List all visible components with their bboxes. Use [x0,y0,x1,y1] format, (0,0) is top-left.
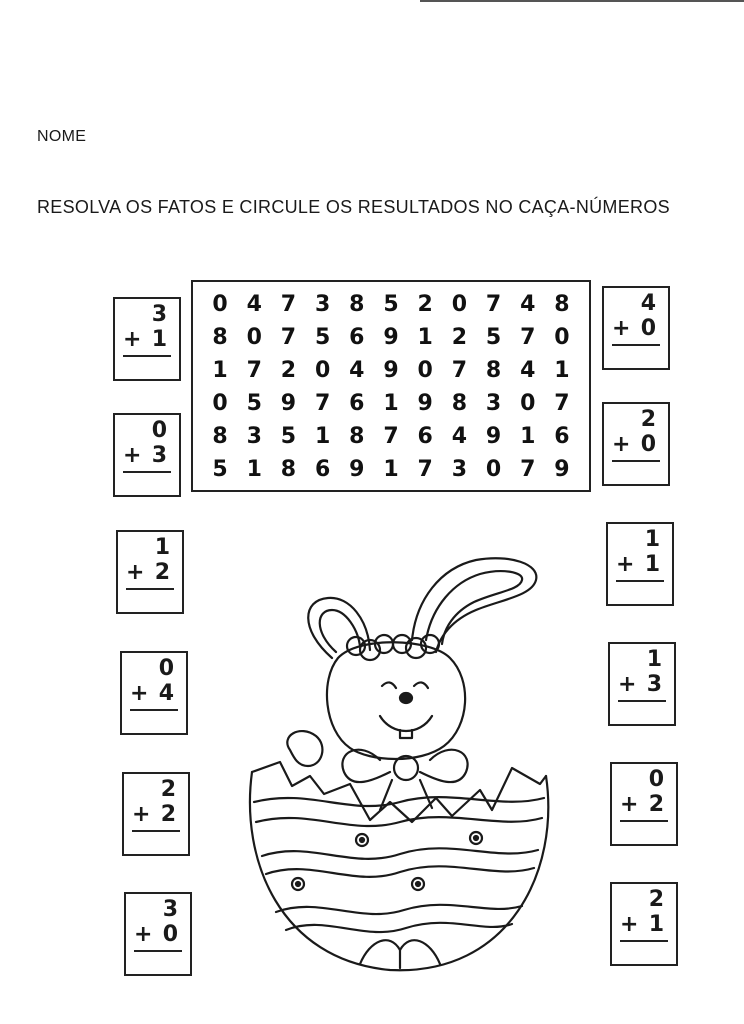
card-top-number: 1 [644,527,660,552]
plus-sign: + [620,912,639,937]
grid-digit[interactable]: 1 [246,457,262,482]
number-search-grid [191,280,591,492]
plus-sign: + [126,560,145,585]
grid-digit[interactable]: 5 [280,424,297,449]
grid-digit[interactable]: 8 [349,424,365,449]
addition-card-right[interactable] [602,286,670,370]
grid-digit[interactable]: 1 [417,325,433,350]
card-bottom-number: 1 [644,552,660,577]
grid-digit[interactable]: 5 [383,292,399,317]
grid-digit[interactable]: 7 [246,358,262,383]
card-top-number: 2 [640,407,656,432]
grid-digit[interactable]: 4 [520,292,536,317]
grid-digit[interactable]: 9 [349,457,365,482]
card-top-number: 4 [640,291,656,316]
card-bottom-number: 1 [648,912,664,937]
plus-sign: + [132,802,151,827]
plus-sign: + [130,681,149,706]
addition-card-right[interactable] [610,762,678,846]
grid-digit[interactable]: 9 [485,424,502,449]
card-bottom-number: 3 [151,443,167,468]
grid-digit[interactable]: 0 [485,457,502,482]
name-label: NOME [37,128,87,145]
grid-digit[interactable]: 3 [314,292,331,317]
card-top-number: 1 [154,535,170,560]
grid-digit[interactable]: 6 [314,457,331,482]
grid-digit[interactable]: 8 [451,391,468,416]
grid-digit[interactable]: 5 [314,325,331,350]
grid-digit[interactable]: 7 [554,391,570,416]
addition-card-left[interactable] [113,297,181,381]
grid-digit[interactable]: 1 [383,457,399,482]
addition-card-left[interactable] [113,413,181,497]
addition-card-right[interactable] [606,522,674,606]
card-bottom-number: 2 [160,802,176,827]
grid-digit[interactable]: 2 [451,325,468,350]
plus-sign: + [618,672,637,697]
addition-card-left[interactable] [120,651,188,735]
grid-digit[interactable]: 4 [520,358,536,383]
grid-digit[interactable]: 7 [280,325,297,350]
grid-digit[interactable]: 1 [520,424,536,449]
grid-digit[interactable]: 0 [417,358,433,383]
grid-digit[interactable]: 0 [212,292,228,317]
addition-card-left[interactable] [124,892,192,976]
grid-digit[interactable]: 5 [212,457,228,482]
card-top-number: 2 [648,887,664,912]
card-top-number: 0 [151,418,167,443]
answer-line [620,820,668,822]
grid-digit[interactable]: 4 [349,358,365,383]
plus-sign: + [123,443,142,468]
grid-digit[interactable]: 1 [383,391,399,416]
answer-line [618,700,666,702]
card-bottom-number: 2 [648,792,664,817]
card-bottom-number: 3 [646,672,662,697]
card-top-number: 3 [162,897,178,922]
answer-line [620,940,668,942]
card-top-number: 1 [646,647,662,672]
grid-digit[interactable]: 9 [280,391,297,416]
card-bottom-number: 1 [151,327,167,352]
plus-sign: + [134,922,153,947]
card-bottom-number: 2 [154,560,170,585]
plus-sign: + [123,327,142,352]
card-top-number: 0 [158,656,174,681]
grid-digit[interactable]: 0 [212,391,228,416]
grid-digit[interactable]: 6 [417,424,433,449]
grid-digit[interactable]: 7 [280,292,297,317]
grid-digit[interactable]: 4 [246,292,262,317]
card-bottom-number: 0 [162,922,178,947]
top-border-line [420,0,744,2]
grid-digit[interactable]: 0 [451,292,468,317]
grid-digit[interactable]: 8 [485,358,502,383]
grid-digit[interactable]: 3 [451,457,468,482]
grid-digit[interactable]: 9 [383,325,399,350]
card-bottom-number: 0 [640,316,656,341]
grid-digit[interactable]: 9 [417,391,433,416]
card-bottom-number: 0 [640,432,656,457]
grid-digit[interactable]: 8 [212,325,228,350]
answer-line [134,950,182,952]
grid-digit[interactable]: 7 [451,358,468,383]
grid-digit[interactable]: 1 [314,424,331,449]
grid-digit[interactable]: 7 [383,424,399,449]
addition-card-right[interactable] [608,642,676,726]
grid-digit[interactable]: 9 [554,457,570,482]
grid-digit[interactable]: 8 [554,292,570,317]
grid-digit[interactable]: 6 [554,424,570,449]
card-top-number: 2 [160,777,176,802]
grid-digit[interactable]: 7 [314,391,331,416]
grid-digit[interactable]: 7 [485,292,502,317]
grid-digit[interactable]: 7 [520,457,536,482]
card-bottom-number: 4 [158,681,174,706]
answer-line [616,580,664,582]
grid-digit[interactable]: 6 [349,391,365,416]
answer-line [123,471,171,473]
answer-line [123,355,171,357]
answer-line [612,344,660,346]
grid-digit[interactable]: 3 [485,391,502,416]
answer-line [130,709,178,711]
grid-digit[interactable]: 8 [212,424,228,449]
grid-digit[interactable]: 6 [349,325,365,350]
plus-sign: + [616,552,635,577]
addition-card-left[interactable] [116,530,184,614]
answer-line [126,588,174,590]
grid-digit[interactable]: 1 [212,358,228,383]
grid-digit[interactable]: 8 [280,457,297,482]
grid-digit[interactable]: 9 [383,358,399,383]
addition-card-left[interactable] [122,772,190,856]
plus-sign: + [620,792,639,817]
grid-digit[interactable]: 7 [520,325,536,350]
addition-card-right[interactable] [610,882,678,966]
grid-digit[interactable]: 0 [314,358,331,383]
grid-digit[interactable]: 8 [349,292,365,317]
plus-sign: + [612,432,631,457]
grid-digit[interactable]: 5 [246,391,262,416]
grid-digit[interactable]: 0 [554,325,570,350]
answer-line [132,830,180,832]
addition-card-right[interactable] [602,402,670,486]
grid-digit[interactable]: 1 [554,358,570,383]
grid-digit[interactable]: 3 [246,424,262,449]
card-top-number: 0 [648,767,664,792]
grid-digit[interactable]: 7 [417,457,433,482]
grid-digit[interactable]: 5 [485,325,502,350]
easter-bunny-egg-illustration [240,540,560,980]
instruction-text: RESOLVA OS FATOS E CIRCULE OS RESULTADOS NO CAÇA-NÚMEROS [37,197,670,217]
grid-digit[interactable]: 0 [246,325,262,350]
grid-digit[interactable]: 0 [520,391,536,416]
plus-sign: + [612,316,631,341]
grid-digit[interactable]: 2 [417,292,433,317]
grid-digit[interactable]: 2 [280,358,297,383]
answer-line [612,460,660,462]
card-top-number: 3 [151,302,167,327]
grid-digit[interactable]: 4 [451,424,468,449]
